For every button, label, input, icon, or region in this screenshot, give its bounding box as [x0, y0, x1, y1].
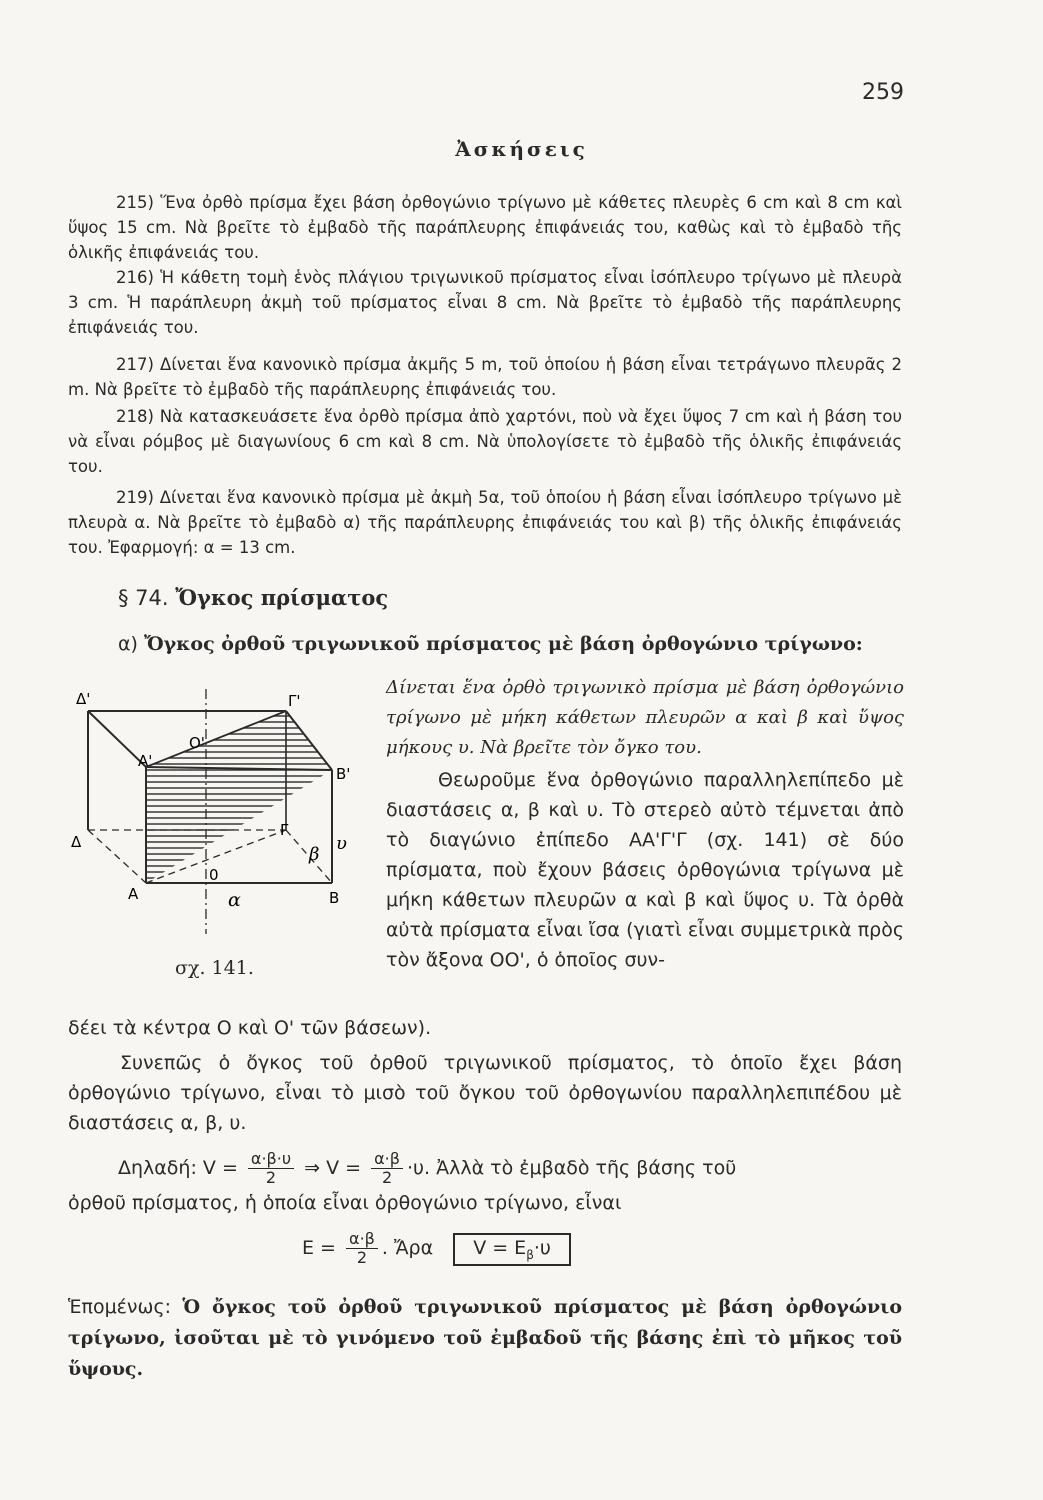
formula-line-2: ὀρθοῦ πρίσματος, ἡ ὁποία εἶναι ὀρθογώνιο τρίγωνο, εἶναι: [68, 1192, 622, 1214]
fraction-2-numerator: α·β: [371, 1150, 403, 1169]
fraction-1-numerator: α·β·υ: [248, 1150, 294, 1169]
label-G1: Γ': [288, 692, 301, 710]
formula-line-3: [302, 1230, 571, 1267]
prism-figure: [66, 684, 366, 954]
label-upsilon: υ: [336, 833, 347, 854]
area-numerator: α·β: [346, 1230, 378, 1249]
exercise-215: 215) Ἕνα ὀρθὸ πρίσμα ἔχει βάση ὀρθογώνιο τρίγωνο μὲ κάθετες πλευρὲς 6 cm καὶ 8 cm καὶ ὕψος 15 cm. Νὰ βρεῖτε τὸ ἐμβαδὸ τῆς παράπλευρης ἐπιφάνειάς του, καθὼς καὶ τὸ ἐμβαδὸ τῆς ὁλικῆς ἐπιφάνειάς του.: [68, 193, 902, 262]
subsection-label: α): [118, 633, 138, 655]
formula-line-1: [118, 1150, 736, 1187]
fraction-1-denominator: 2: [265, 1168, 277, 1187]
label-A: Α: [128, 885, 139, 903]
exercises-title: Ἀσκήσεις: [455, 137, 588, 161]
box-v: V = E: [473, 1237, 527, 1259]
subsection-heading: [118, 633, 863, 655]
subsection-title: Ὄγκος ὀρθοῦ τριγωνικοῦ πρίσματος μὲ βάση ὀρθογώνιο τρίγωνο:: [143, 633, 863, 655]
exercise-218: 218) Νὰ κατασκευάσετε ἕνα ὀρθὸ πρίσμα ἀπὸ χαρτόνι, ποὺ νὰ ἔχει ὕψος 7 cm καὶ ἡ βάση του νὰ εἶναι ρόμβος μὲ διαγωνίους 6 cm καὶ 8 cm. Νὰ ὑπολογίσετε τὸ ἐμβαδὸ τῆς ὁλικῆς ἐπιφάνειάς του.: [68, 407, 902, 476]
label-O1: Ο': [189, 734, 205, 752]
box-end: ·υ: [533, 1237, 551, 1259]
formula-prefix: Δηλαδή: V =: [118, 1157, 238, 1179]
label-G: Γ: [280, 821, 289, 839]
figure-caption: σχ. 141.: [175, 957, 254, 979]
label-D: Δ: [71, 833, 82, 851]
area-denominator: 2: [356, 1248, 368, 1267]
paragraph-2: Συνεπῶς ὁ ὄγκος τοῦ ὀρθοῦ τριγωνικοῦ πρίσματος, τὸ ὁποῖο ἔχει βάση ὀρθογώνιο τρίγωνο, εἶναι τὸ μισὸ τοῦ ὄγκου τοῦ ὀρθογωνίου παραλληλεπιπέδου μὲ διαστάσεις α, β, υ.: [68, 1052, 902, 1134]
section-number: § 74.: [118, 586, 169, 610]
given-text: Δίνεται ἕνα ὀρθὸ τριγωνικὸ πρίσμα μὲ βάση ὀρθογώνιο τρίγωνο μὲ μήκη κάθετων πλευρῶν α καὶ β καὶ ὕψος μήκους υ. Νὰ βρεῖτε τὸν ὄγκο του.: [386, 677, 904, 758]
page-number: 259: [862, 80, 904, 105]
formula-arrow: ⇒ V =: [304, 1157, 362, 1179]
box-sub: β: [526, 1247, 534, 1262]
body-continuation: δέει τὰ κέντρα Ο καὶ Ο' τῶν βάσεων).: [68, 1017, 432, 1039]
label-O: 0: [209, 866, 219, 884]
conclusion: [68, 1292, 902, 1385]
label-A1: Α': [138, 752, 153, 770]
section-title: Ὄγκος πρίσματος: [175, 585, 389, 610]
volume-formula-box: [453, 1233, 571, 1266]
label-D1: Δ': [76, 690, 91, 708]
area-prefix: Ε =: [302, 1237, 336, 1259]
area-fraction: [346, 1230, 378, 1267]
label-beta: β: [309, 844, 320, 865]
label-alpha: α: [228, 889, 241, 911]
diagonal-plane-hatch: [146, 711, 332, 883]
section-heading: [118, 585, 388, 610]
exercise-216: 216) Ἡ κάθετη τομὴ ἑνὸς πλάγιου τριγωνικοῦ πρίσματος εἶναι ἰσόπλευρο τρίγωνο μὲ πλευρὰ 3 cm. Ἡ παράπλευρη ἀκμὴ τοῦ πρίσματος εἶναι 8 cm. Νὰ βρεῖτε τὸ ἐμβαδὸ τῆς παράπλευρης ἐπιφάνειάς του.: [68, 268, 902, 337]
label-B1: Β': [336, 765, 351, 783]
formula-after: ·υ. Ἀλλὰ τὸ ἐμβαδὸ τῆς βάσης τοῦ: [406, 1157, 737, 1179]
exercise-219: 219) Δίνεται ἕνα κανονικὸ πρίσμα μὲ ἀκμὴ 5α, τοῦ ὁποίου ἡ βάση εἶναι ἰσόπλευρο τρίγωνο μὲ πλευρὰ α. Νὰ βρεῖτε τὸ ἐμβαδὸ α) τῆς παράπλευρης ἐπιφάνειάς του καὶ β) τῆς ὁλικῆς ἐπιφάνειάς του. Ἐφαρμογή: α = 13 cm.: [68, 488, 902, 557]
conclusion-lead: Ἑπομένως:: [68, 1296, 172, 1318]
ara-word: . Ἄρα: [381, 1237, 434, 1259]
label-B: Β: [329, 889, 340, 907]
conclusion-text: Ὁ ὄγκος τοῦ ὀρθοῦ τριγωνικοῦ πρίσματος μὲ βάση ὀρθογώνιο τρίγωνο, ἰσοῦται μὲ τὸ γινόμενο τοῦ ἐμβαδοῦ τῆς βάσης ἐπὶ τὸ μῆκος τοῦ ὕψους.: [68, 1296, 902, 1380]
fraction-2: [371, 1150, 403, 1187]
exercise-217: 217) Δίνεται ἕνα κανονικὸ πρίσμα ἀκμῆς 5 m, τοῦ ὁποίου ἡ βάση εἶναι τετράγωνο πλευρᾶς 2 m. Νὰ βρεῖτε τὸ ἐμβαδὸ τῆς παράπλευρης ἐπιφάνειάς του.: [68, 355, 902, 399]
body-right-column: Θεωροῦμε ἕνα ὀρθογώνιο παραλληλεπίπεδο μὲ διαστάσεις α, β καὶ υ. Τὸ στερεὸ αὐτὸ τέμνεται ἀπὸ τὸ διαγώνιο ἐπίπεδο ΑΑ'Γ'Γ (σχ. 141) σὲ δύο πρίσματα, ποὺ ἔχουν βάσεις ὀρθογώνια τρίγωνα μὲ μήκη κάθετων πλευρῶν α καὶ β καὶ ὕψος υ. Τὰ ὀρθὰ αὐτὰ πρίσματα εἶναι ἴσα (γιατὶ εἶναι συμμετρικὰ πρὸς τὸν ἄξονα ΟΟ', ὁ ὁποῖος συν-: [386, 769, 904, 971]
fraction-2-denominator: 2: [381, 1168, 393, 1187]
fraction-1: [248, 1150, 294, 1187]
